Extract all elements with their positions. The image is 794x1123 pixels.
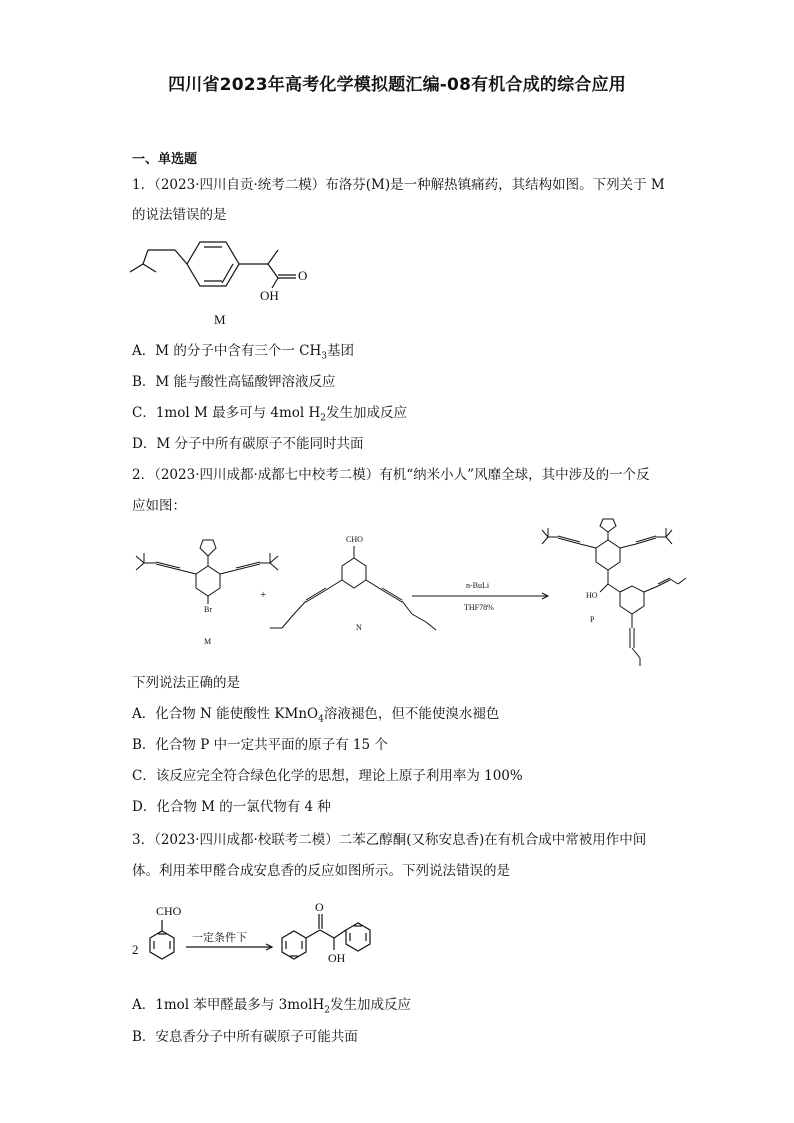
bromo-label: Br	[204, 605, 212, 614]
reagent-label: n-BuLi	[466, 581, 490, 590]
carbonyl-o-label: O	[315, 900, 324, 914]
q3-stem-line2: 体。利用苯甲醛合成安息香的反应如图所示。下列说法错误的是	[132, 863, 510, 879]
q2-stem-line1: 2．（2023·四川成都·成都七中校考二模）有机“纳米小人”风靡全球，其中涉及的一个反	[132, 467, 650, 483]
section-heading: 一、单选题	[132, 152, 198, 167]
q2-ask: 下列说法正确的是	[132, 675, 240, 691]
q1-option-b: B．M 能与酸性高锰酸钾溶液反应	[132, 374, 336, 390]
solvent-label: THF78%	[464, 603, 494, 612]
q2-option-b: B．化合物 P 中一定共平面的原子有 15 个	[132, 737, 388, 753]
condition-label: 一定条件下	[192, 932, 247, 944]
q1-stem-line1: 1．（2023·四川自贡·统考二模）布洛芬(M)是一种解热镇痛药，其结构如图。下列关于 M	[132, 177, 665, 193]
q2-option-d: D．化合物 M 的一氯代物有 4 种	[132, 799, 331, 815]
nanoputian-reaction-scheme	[130, 518, 690, 668]
coefficient-label: 2	[132, 942, 139, 957]
hydroxyl-label: OH	[260, 288, 279, 303]
q2-stem-line2: 应如图：	[132, 498, 186, 514]
compound-n-label: N	[356, 623, 362, 632]
q2-option-c: C．该反应完全符合绿色化学的思想，理论上原子利用率为 100%	[132, 768, 523, 784]
q1-stem-line2: 的说法错误的是	[132, 207, 227, 223]
aldehyde-label: CHO	[346, 535, 363, 544]
q1-option-d: D．M 分子中所有碳原子不能同时共面	[132, 436, 364, 452]
benzoin-reaction-scheme	[130, 898, 390, 983]
plus-sign: +	[260, 589, 267, 601]
q3-option-a: A．1mol 苯甲醛最多与 3molH$_2$发生加成反应	[132, 997, 412, 1016]
q3-stem-line1: 3．（2023·四川成都·校联考二模）二苯乙醇酮(又称安息香)在有机合成中常被用作中间	[132, 832, 647, 848]
q1-option-a: A．M 的分子中含有三个一 $CH_3$基团	[132, 343, 354, 362]
ibuprofen-structure	[130, 228, 330, 328]
page-title: 四川省2023年高考化学模拟题汇编-08有机合成的综合应用	[168, 75, 626, 95]
compound-m-label: M	[204, 637, 212, 646]
q3-option-b: B．安息香分子中所有碳原子可能共面	[132, 1029, 358, 1045]
compound-p-label: P	[590, 615, 595, 624]
compound-m-label: M	[214, 312, 226, 327]
carbonyl-o-label: O	[298, 268, 308, 283]
hydroxyl-label: HO	[586, 591, 598, 600]
q2-option-a: A．化合物 N 能使酸性 KMnO$_4$溶液褪色，但不能使溴水褪色	[132, 706, 500, 725]
aldehyde-label: CHO	[156, 904, 182, 918]
q1-option-c: C．1mol M 最多可与 4mol $H_2$发生加成反应	[132, 405, 407, 424]
hydroxyl-label: OH	[328, 951, 346, 965]
